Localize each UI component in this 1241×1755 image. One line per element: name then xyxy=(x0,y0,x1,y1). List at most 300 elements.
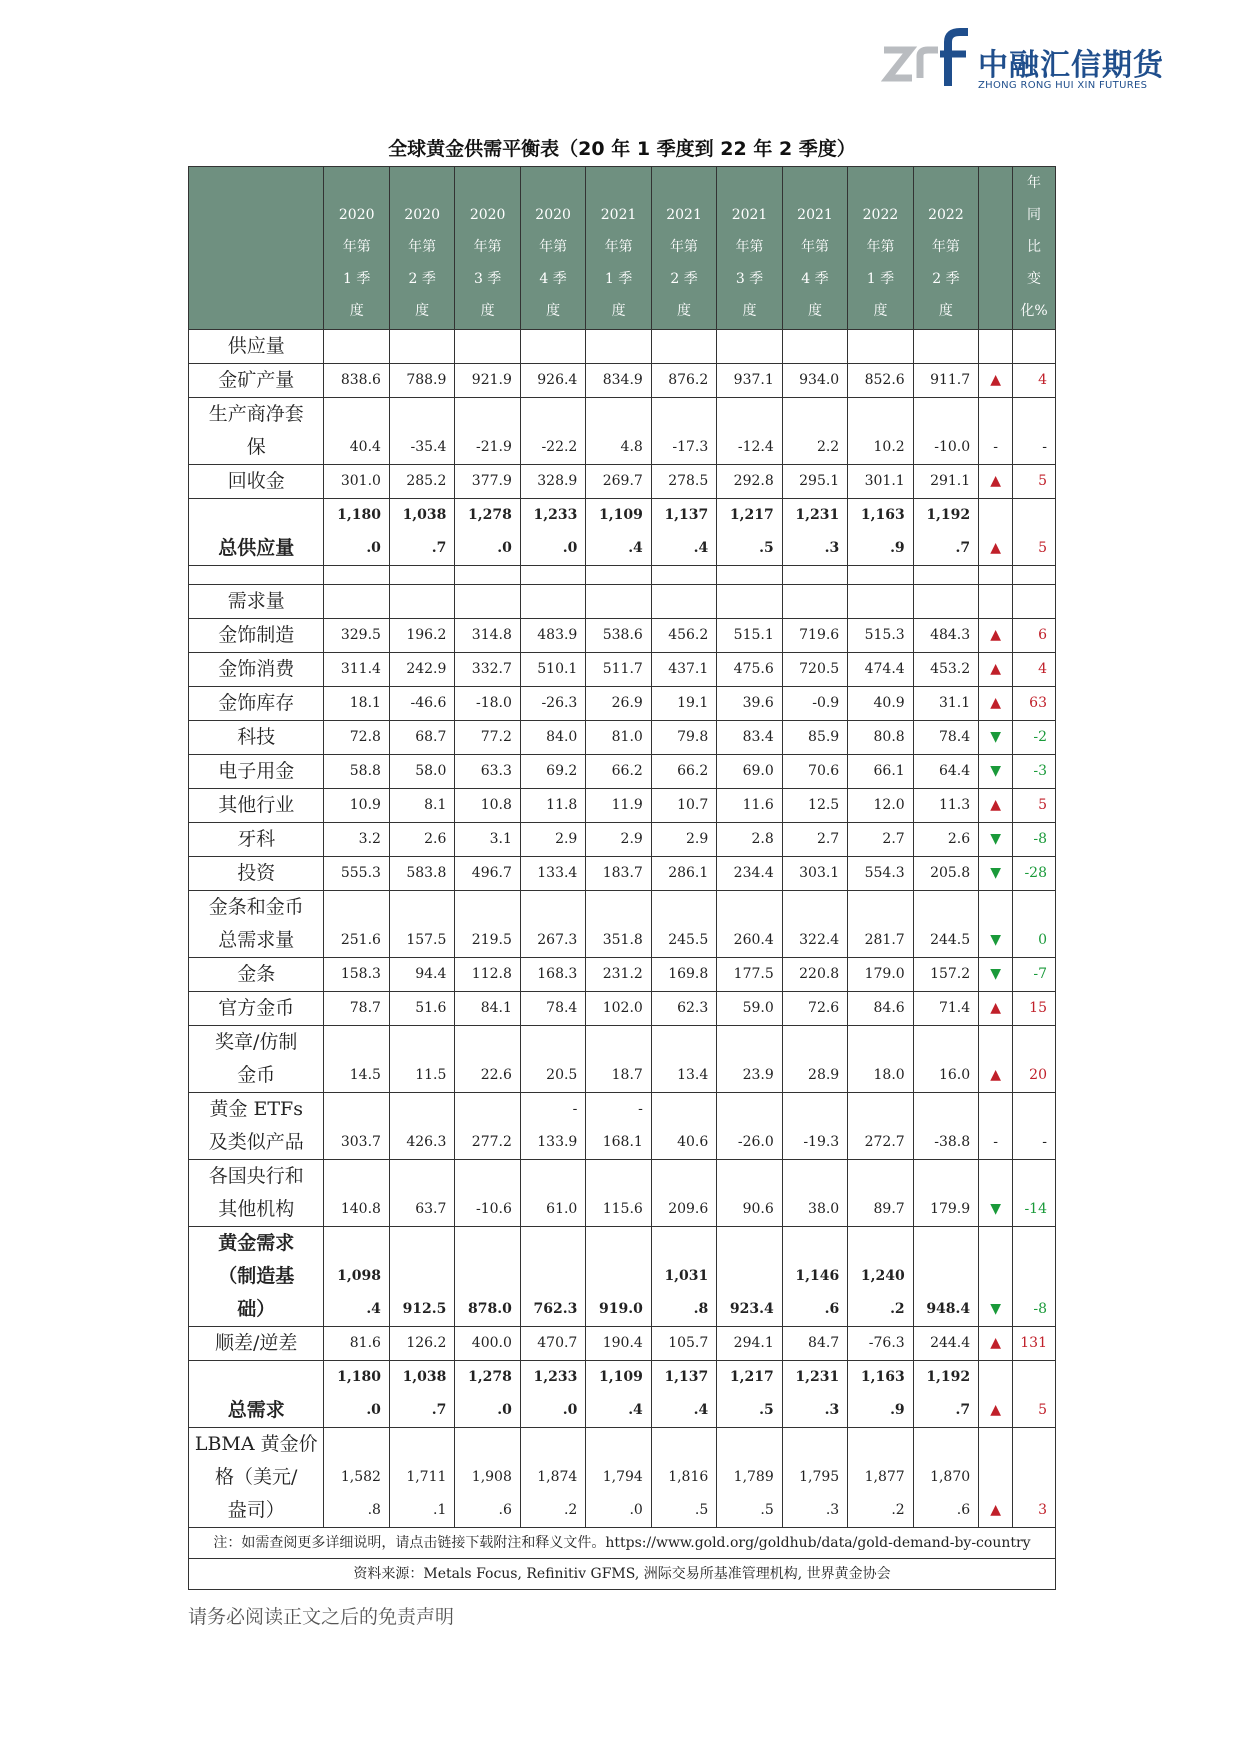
header-quarter xyxy=(324,167,389,330)
header-yoy-label: 年 同 比 变 化% xyxy=(1020,175,1048,319)
table-row xyxy=(189,857,1056,891)
value-cell: 168.3 xyxy=(520,958,585,992)
table-row xyxy=(189,1327,1056,1361)
blank-cell xyxy=(848,566,913,585)
value-cell: 40.4 xyxy=(324,398,389,465)
value-cell: 10.2 xyxy=(848,398,913,465)
table-row xyxy=(189,823,1056,857)
value-cell: - 168.1 xyxy=(586,1093,651,1160)
header-yoy xyxy=(1013,167,1056,330)
row-label: 官方金币 xyxy=(189,992,324,1026)
value-cell: 762.3 xyxy=(520,1227,585,1327)
yoy-change: -8 xyxy=(1013,1227,1056,1327)
value-cell: 72.6 xyxy=(782,992,847,1026)
trend-down-icon: ▼ xyxy=(979,1160,1013,1227)
value-cell: 1,240 .2 xyxy=(848,1227,913,1327)
row-label: 电子用金 xyxy=(189,755,324,789)
trend-up-icon: ▲ xyxy=(979,465,1013,499)
blank-cell xyxy=(520,566,585,585)
value-cell: 77.2 xyxy=(455,721,520,755)
value-cell: -12.4 xyxy=(717,398,782,465)
value-cell: 157.2 xyxy=(913,958,978,992)
value-cell: 1,163 .9 xyxy=(848,499,913,566)
table-row xyxy=(189,1428,1056,1528)
blank-cell xyxy=(913,566,978,585)
value-cell: 245.5 xyxy=(651,891,716,958)
value-cell: 295.1 xyxy=(782,465,847,499)
value-cell: 948.4 xyxy=(913,1227,978,1327)
blank-cell xyxy=(455,566,520,585)
value-cell xyxy=(586,585,651,619)
value-cell: 169.8 xyxy=(651,958,716,992)
value-cell: 105.7 xyxy=(651,1327,716,1361)
value-cell: 28.9 xyxy=(782,1026,847,1093)
value-cell: 58.8 xyxy=(324,755,389,789)
value-cell: 85.9 xyxy=(782,721,847,755)
table-row xyxy=(189,585,1056,619)
value-cell: 133.4 xyxy=(520,857,585,891)
yoy-change: 5 xyxy=(1013,499,1056,566)
value-cell: 244.5 xyxy=(913,891,978,958)
value-cell: 1,146 .6 xyxy=(782,1227,847,1327)
value-cell xyxy=(324,585,389,619)
row-label: LBMA 黄金价 格（美元/ 盎司） xyxy=(189,1428,324,1528)
header-quarter-label: 2021 年第 4 季 度 xyxy=(797,207,833,319)
value-cell: 11.8 xyxy=(520,789,585,823)
value-cell: 18.0 xyxy=(848,1026,913,1093)
value-cell: 2.9 xyxy=(651,823,716,857)
blank-cell xyxy=(189,566,324,585)
value-cell: 377.9 xyxy=(455,465,520,499)
value-cell: 291.1 xyxy=(913,465,978,499)
value-cell: 94.4 xyxy=(389,958,454,992)
value-cell: 10.9 xyxy=(324,789,389,823)
value-cell: 285.2 xyxy=(389,465,454,499)
value-cell: 68.7 xyxy=(389,721,454,755)
value-cell: -10.6 xyxy=(455,1160,520,1227)
value-cell: 19.1 xyxy=(651,687,716,721)
row-label: 生产商净套 保 xyxy=(189,398,324,465)
value-cell: 1,038 .7 xyxy=(389,499,454,566)
value-cell: 69.2 xyxy=(520,755,585,789)
value-cell: 260.4 xyxy=(717,891,782,958)
table-title: 全球黄金供需平衡表（20 年 1 季度到 22 年 2 季度） xyxy=(388,138,856,160)
table-row xyxy=(189,992,1056,1026)
blank-cell xyxy=(979,566,1013,585)
value-cell: 11.6 xyxy=(717,789,782,823)
value-cell: 834.9 xyxy=(586,364,651,398)
value-cell: 242.9 xyxy=(389,653,454,687)
value-cell: 220.8 xyxy=(782,958,847,992)
value-cell: 912.5 xyxy=(389,1227,454,1327)
value-cell: -10.0 xyxy=(913,398,978,465)
value-cell: 510.1 xyxy=(520,653,585,687)
value-cell: 303.1 xyxy=(782,857,847,891)
row-label: 总供应量 xyxy=(189,499,324,566)
value-cell: 78.4 xyxy=(913,721,978,755)
trend-icon: - xyxy=(979,398,1013,465)
value-cell: 66.2 xyxy=(586,755,651,789)
value-cell xyxy=(782,330,847,364)
value-cell: 78.4 xyxy=(520,992,585,1026)
value-cell: 1,582 .8 xyxy=(324,1428,389,1528)
trend-up-icon: ▲ xyxy=(979,364,1013,398)
value-cell: 12.5 xyxy=(782,789,847,823)
header-quarter xyxy=(848,167,913,330)
header-quarter xyxy=(455,167,520,330)
header-quarter xyxy=(651,167,716,330)
value-cell: -35.4 xyxy=(389,398,454,465)
value-cell: 272.7 xyxy=(848,1093,913,1160)
value-cell: 8.1 xyxy=(389,789,454,823)
trend-up-icon: ▲ xyxy=(979,992,1013,1026)
value-cell: 2.9 xyxy=(586,823,651,857)
table-row xyxy=(189,1093,1056,1160)
value-cell xyxy=(389,585,454,619)
yoy-change: 3 xyxy=(1013,1428,1056,1528)
value-cell: 923.4 xyxy=(717,1227,782,1327)
value-cell: -22.2 xyxy=(520,398,585,465)
trend-down-icon: ▼ xyxy=(979,891,1013,958)
value-cell: 89.7 xyxy=(848,1160,913,1227)
row-label: 金饰消费 xyxy=(189,653,324,687)
value-cell xyxy=(717,330,782,364)
value-cell: 84.7 xyxy=(782,1327,847,1361)
trend-up-icon: ▲ xyxy=(979,619,1013,653)
value-cell: 84.0 xyxy=(520,721,585,755)
value-cell: 38.0 xyxy=(782,1160,847,1227)
value-cell: 583.8 xyxy=(389,857,454,891)
value-cell: 177.5 xyxy=(717,958,782,992)
value-cell: 1,877 .2 xyxy=(848,1428,913,1528)
table-row xyxy=(189,398,1056,465)
value-cell: 205.8 xyxy=(913,857,978,891)
value-cell: 244.4 xyxy=(913,1327,978,1361)
value-cell: 1,278 .0 xyxy=(455,1361,520,1428)
table-row xyxy=(189,958,1056,992)
yoy-change: 63 xyxy=(1013,687,1056,721)
value-cell: 183.7 xyxy=(586,857,651,891)
yoy-change: 5 xyxy=(1013,465,1056,499)
yoy-change: 6 xyxy=(1013,619,1056,653)
value-cell: 329.5 xyxy=(324,619,389,653)
header-quarter xyxy=(586,167,651,330)
value-cell: 1,874 .2 xyxy=(520,1428,585,1528)
value-cell: 483.9 xyxy=(520,619,585,653)
value-cell: -18.0 xyxy=(455,687,520,721)
table-row xyxy=(189,566,1056,585)
value-cell: 23.9 xyxy=(717,1026,782,1093)
trend-down-icon: ▼ xyxy=(979,958,1013,992)
table-row xyxy=(189,789,1056,823)
header-quarter-label: 2020 年第 4 季 度 xyxy=(535,207,571,319)
value-cell: 1,794 .0 xyxy=(586,1428,651,1528)
value-cell: 22.6 xyxy=(455,1026,520,1093)
value-cell: 351.8 xyxy=(586,891,651,958)
value-cell: 16.0 xyxy=(913,1026,978,1093)
value-cell: 719.6 xyxy=(782,619,847,653)
value-cell: 322.4 xyxy=(782,891,847,958)
row-label: 需求量 xyxy=(189,585,324,619)
yoy-change: -8 xyxy=(1013,823,1056,857)
header-quarter-label: 2021 年第 3 季 度 xyxy=(731,207,768,319)
value-cell: 878.0 xyxy=(455,1227,520,1327)
yoy-change: 15 xyxy=(1013,992,1056,1026)
value-cell: 40.6 xyxy=(651,1093,716,1160)
value-cell: 720.5 xyxy=(782,653,847,687)
value-cell: 84.1 xyxy=(455,992,520,1026)
value-cell: 14.5 xyxy=(324,1026,389,1093)
row-label: 投资 xyxy=(189,857,324,891)
company-logo xyxy=(880,28,1180,92)
value-cell xyxy=(651,330,716,364)
value-cell: 1,109 .4 xyxy=(586,499,651,566)
row-label: 奖章/仿制 金币 xyxy=(189,1026,324,1093)
value-cell: 4.8 xyxy=(586,398,651,465)
table-row xyxy=(189,1227,1056,1327)
value-cell: 328.9 xyxy=(520,465,585,499)
yoy-change: 4 xyxy=(1013,653,1056,687)
header-quarter-label: 2021 年第 2 季 度 xyxy=(666,207,702,319)
value-cell: 31.1 xyxy=(913,687,978,721)
value-cell: - 133.9 xyxy=(520,1093,585,1160)
value-cell: 1,795 .3 xyxy=(782,1428,847,1528)
trend-up-icon: ▲ xyxy=(979,1327,1013,1361)
value-cell: -26.0 xyxy=(717,1093,782,1160)
yoy-change: -3 xyxy=(1013,755,1056,789)
header-quarter xyxy=(717,167,782,330)
value-cell: 475.6 xyxy=(717,653,782,687)
value-cell: 26.9 xyxy=(586,687,651,721)
value-cell xyxy=(782,585,847,619)
value-cell xyxy=(848,585,913,619)
value-cell: 12.0 xyxy=(848,789,913,823)
yoy-change: -7 xyxy=(1013,958,1056,992)
value-cell: -19.3 xyxy=(782,1093,847,1160)
yoy-change: 4 xyxy=(1013,364,1056,398)
blank-cell xyxy=(717,566,782,585)
header-quarter xyxy=(782,167,847,330)
yoy-change: -14 xyxy=(1013,1160,1056,1227)
blank-cell xyxy=(324,566,389,585)
yoy-change: 5 xyxy=(1013,1361,1056,1428)
value-cell: 78.7 xyxy=(324,992,389,1026)
blank-cell xyxy=(782,566,847,585)
value-cell: 303.7 xyxy=(324,1093,389,1160)
value-cell: 1,231 .3 xyxy=(782,1361,847,1428)
trend-up-icon: ▲ xyxy=(979,1361,1013,1428)
value-cell: 80.8 xyxy=(848,721,913,755)
value-cell: 281.7 xyxy=(848,891,913,958)
yoy-change: - xyxy=(1013,398,1056,465)
table-row xyxy=(189,465,1056,499)
table-row xyxy=(189,364,1056,398)
value-cell: 11.5 xyxy=(389,1026,454,1093)
value-cell: 219.5 xyxy=(455,891,520,958)
value-cell: 554.3 xyxy=(848,857,913,891)
value-cell: 179.0 xyxy=(848,958,913,992)
value-cell: 66.1 xyxy=(848,755,913,789)
header-quarter-label: 2020 年第 1 季 度 xyxy=(338,207,375,319)
value-cell: 1,137 .4 xyxy=(651,499,716,566)
value-cell: -46.6 xyxy=(389,687,454,721)
value-cell: 474.4 xyxy=(848,653,913,687)
value-cell: 1,711 .1 xyxy=(389,1428,454,1528)
value-cell: 286.1 xyxy=(651,857,716,891)
header-arrow-cell xyxy=(979,167,1013,330)
value-cell: 1,192 .7 xyxy=(913,1361,978,1428)
header-quarter xyxy=(389,167,454,330)
value-cell: 838.6 xyxy=(324,364,389,398)
value-cell: 1,192 .7 xyxy=(913,499,978,566)
value-cell: 2.9 xyxy=(520,823,585,857)
value-cell: 63.3 xyxy=(455,755,520,789)
data-source: 资料来源：Metals Focus, Refinitiv GFMS, 洲际交易所基准管理机构, 世界黄金协会 xyxy=(189,1559,1056,1590)
value-cell: 1,908 .6 xyxy=(455,1428,520,1528)
value-cell: 437.1 xyxy=(651,653,716,687)
value-cell: 112.8 xyxy=(455,958,520,992)
value-cell: 496.7 xyxy=(455,857,520,891)
yoy-change: - xyxy=(1013,1093,1056,1160)
value-cell: -0.9 xyxy=(782,687,847,721)
trend-up-icon: ▲ xyxy=(979,687,1013,721)
value-cell: 934.0 xyxy=(782,364,847,398)
value-cell: 2.7 xyxy=(782,823,847,857)
row-label: 金矿产量 xyxy=(189,364,324,398)
value-cell: 81.0 xyxy=(586,721,651,755)
gold-supply-demand-table xyxy=(188,166,1056,1590)
trend-up-icon: ▲ xyxy=(979,499,1013,566)
blank-cell xyxy=(651,566,716,585)
value-cell: 1,231 .3 xyxy=(782,499,847,566)
value-cell: 1,217 .5 xyxy=(717,1361,782,1428)
yoy-change: 5 xyxy=(1013,789,1056,823)
row-label: 科技 xyxy=(189,721,324,755)
value-cell: 311.4 xyxy=(324,653,389,687)
logo-english-name: ZHONG RONG HUI XIN FUTURES xyxy=(978,80,1148,91)
value-cell: 267.3 xyxy=(520,891,585,958)
value-cell: 453.2 xyxy=(913,653,978,687)
value-cell xyxy=(520,585,585,619)
value-cell: 3.1 xyxy=(455,823,520,857)
znf-logo-icon xyxy=(880,28,970,92)
value-cell: 72.8 xyxy=(324,721,389,755)
value-cell: 157.5 xyxy=(389,891,454,958)
header-quarter-label: 2022 年第 1 季 度 xyxy=(862,207,899,319)
blank-cell xyxy=(586,566,651,585)
value-cell: 876.2 xyxy=(651,364,716,398)
value-cell: 40.9 xyxy=(848,687,913,721)
value-cell: 301.1 xyxy=(848,465,913,499)
value-cell: 294.1 xyxy=(717,1327,782,1361)
trend-down-icon: ▼ xyxy=(979,823,1013,857)
value-cell: 301.0 xyxy=(324,465,389,499)
row-label: 总需求 xyxy=(189,1361,324,1428)
value-cell: 400.0 xyxy=(455,1327,520,1361)
yoy-change: 131 xyxy=(1013,1327,1056,1361)
value-cell: 1,180 .0 xyxy=(324,499,389,566)
value-cell: 10.8 xyxy=(455,789,520,823)
table-row xyxy=(189,687,1056,721)
blank-cell xyxy=(389,566,454,585)
value-cell: 58.0 xyxy=(389,755,454,789)
row-label: 金饰库存 xyxy=(189,687,324,721)
value-cell: 314.8 xyxy=(455,619,520,653)
value-cell: 234.4 xyxy=(717,857,782,891)
value-cell: 196.2 xyxy=(389,619,454,653)
value-cell: 292.8 xyxy=(717,465,782,499)
row-label: 供应量 xyxy=(189,330,324,364)
trend-down-icon: ▼ xyxy=(979,721,1013,755)
value-cell: 2.2 xyxy=(782,398,847,465)
value-cell: 3.2 xyxy=(324,823,389,857)
value-cell: 69.0 xyxy=(717,755,782,789)
value-cell: 251.6 xyxy=(324,891,389,958)
value-cell: 115.6 xyxy=(586,1160,651,1227)
value-cell xyxy=(324,330,389,364)
value-cell: 51.6 xyxy=(389,992,454,1026)
value-cell: 39.6 xyxy=(717,687,782,721)
table-row xyxy=(189,891,1056,958)
row-label: 金条和金币 总需求量 xyxy=(189,891,324,958)
value-cell: -26.3 xyxy=(520,687,585,721)
header-quarter-label: 2021 年第 1 季 度 xyxy=(600,207,637,319)
value-cell: 2.6 xyxy=(389,823,454,857)
table-row xyxy=(189,1361,1056,1428)
value-cell: 1,031 .8 xyxy=(651,1227,716,1327)
value-cell: 332.7 xyxy=(455,653,520,687)
value-cell: 190.4 xyxy=(586,1327,651,1361)
value-cell: 158.3 xyxy=(324,958,389,992)
value-cell: 18.7 xyxy=(586,1026,651,1093)
trend-up-icon: ▲ xyxy=(979,653,1013,687)
value-cell: 13.4 xyxy=(651,1026,716,1093)
value-cell: 1,278 .0 xyxy=(455,499,520,566)
table-row xyxy=(189,330,1056,364)
value-cell: 1,109 .4 xyxy=(586,1361,651,1428)
header-quarter xyxy=(913,167,978,330)
value-cell: 278.5 xyxy=(651,465,716,499)
table-row xyxy=(189,499,1056,566)
table-row xyxy=(189,619,1056,653)
value-cell: -76.3 xyxy=(848,1327,913,1361)
value-cell xyxy=(586,330,651,364)
yoy-change xyxy=(1013,330,1056,364)
value-cell: 59.0 xyxy=(717,992,782,1026)
row-label: 牙科 xyxy=(189,823,324,857)
value-cell: 1,217 .5 xyxy=(717,499,782,566)
value-cell xyxy=(455,585,520,619)
value-cell: 209.6 xyxy=(651,1160,716,1227)
value-cell: 1,163 .9 xyxy=(848,1361,913,1428)
value-cell: 2.7 xyxy=(848,823,913,857)
value-cell: 919.0 xyxy=(586,1227,651,1327)
row-label: 黄金 ETFs 及类似产品 xyxy=(189,1093,324,1160)
value-cell: 852.6 xyxy=(848,364,913,398)
trend-icon xyxy=(979,585,1013,619)
value-cell: 470.7 xyxy=(520,1327,585,1361)
value-cell: 921.9 xyxy=(455,364,520,398)
yoy-change: -28 xyxy=(1013,857,1056,891)
yoy-change: -2 xyxy=(1013,721,1056,755)
header-quarter-label: 2020 年第 3 季 度 xyxy=(469,207,506,319)
disclaimer-footer: 请务必阅读正文之后的免责声明 xyxy=(188,1606,455,1628)
value-cell: 90.6 xyxy=(717,1160,782,1227)
value-cell: 1,038 .7 xyxy=(389,1361,454,1428)
value-cell: 269.7 xyxy=(586,465,651,499)
value-cell: 511.7 xyxy=(586,653,651,687)
value-cell: 81.6 xyxy=(324,1327,389,1361)
